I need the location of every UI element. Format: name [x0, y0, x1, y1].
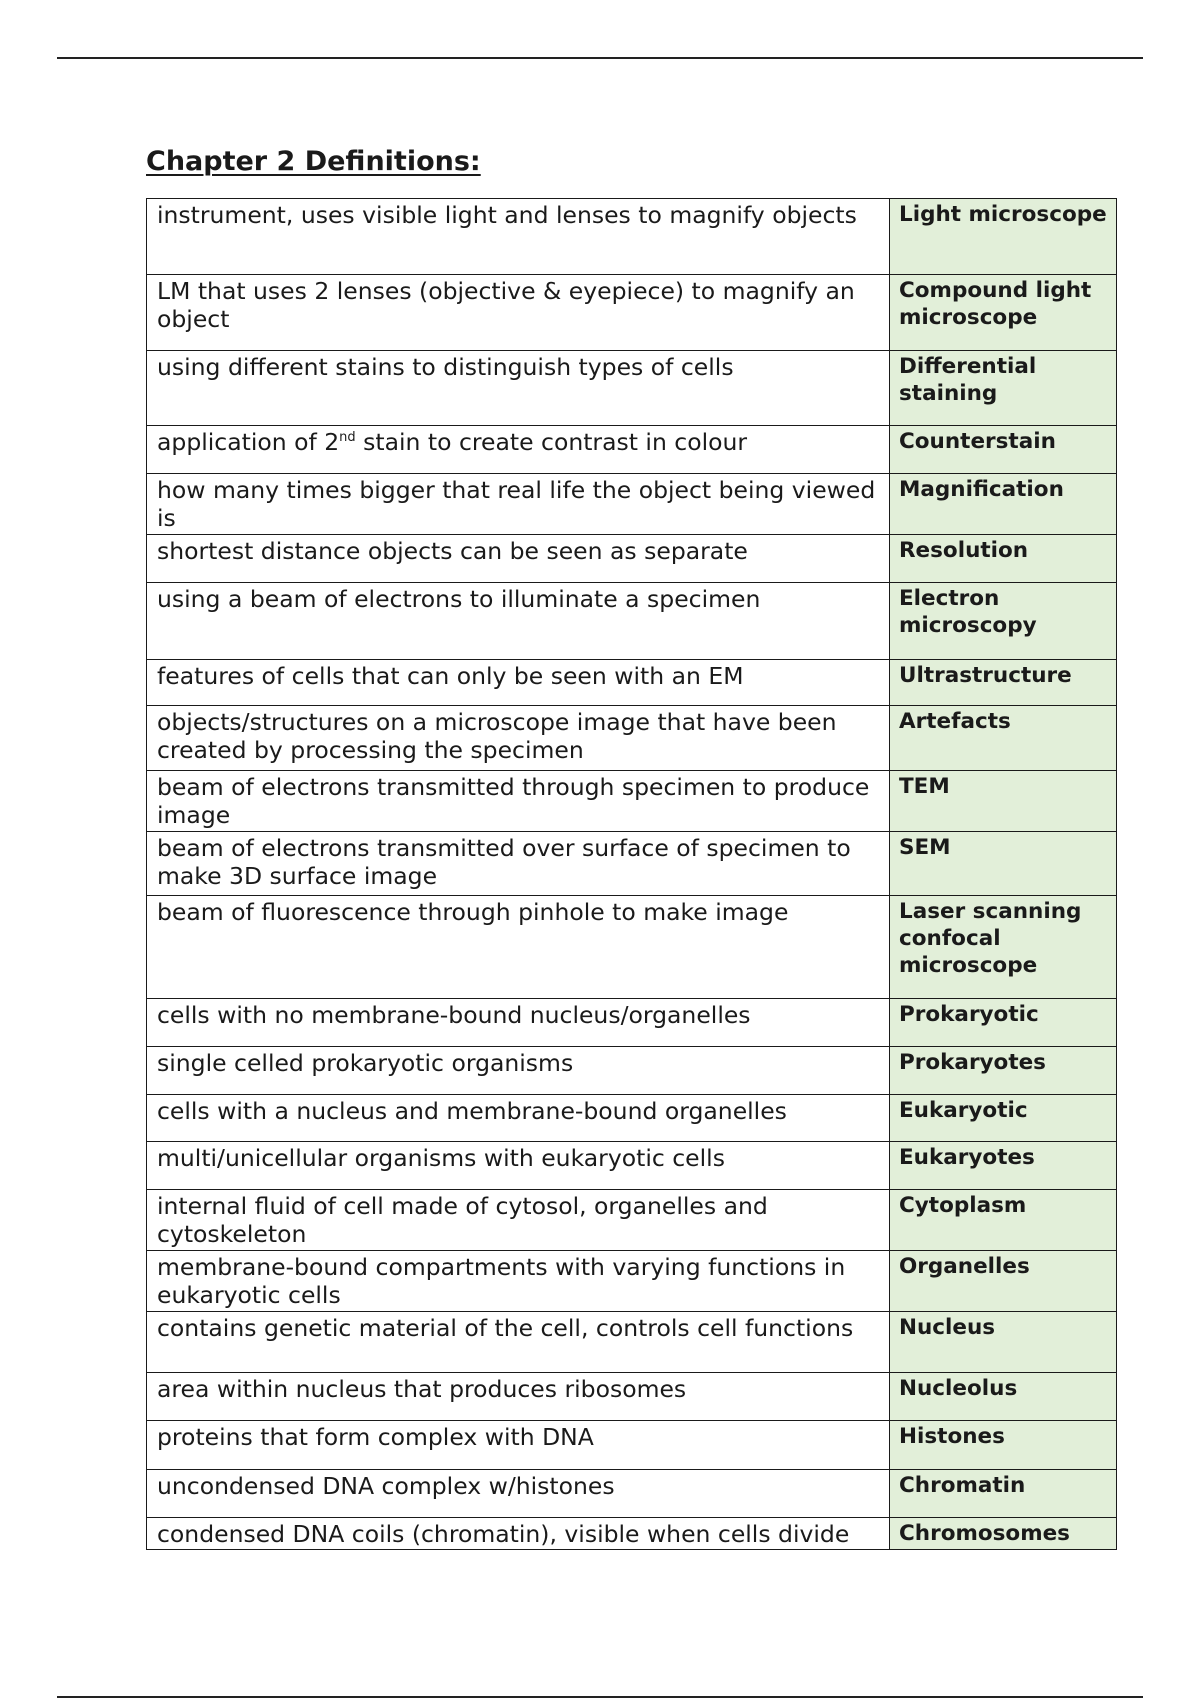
definition-cell: contains genetic material of the cell, controls cell functions: [147, 1312, 890, 1373]
table-row: [147, 1312, 1117, 1373]
definitions-table: [146, 198, 1117, 1550]
table-row: [147, 474, 1117, 535]
term-cell: Organelles: [890, 1251, 1117, 1312]
table-row: [147, 275, 1117, 351]
term-cell: Chromosomes: [890, 1518, 1117, 1550]
header-rule: [57, 57, 1143, 59]
ordinal-superscript: nd: [339, 430, 356, 445]
definition-cell: shortest distance objects can be seen as separate: [147, 535, 890, 583]
definition-cell: cells with no membrane-bound nucleus/organelles: [147, 999, 890, 1047]
definition-cell: using different stains to distinguish types of cells: [147, 351, 890, 426]
term-cell: Nucleolus: [890, 1373, 1117, 1421]
definition-cell: condensed DNA coils (chromatin), visible when cells divide: [147, 1518, 890, 1550]
table-row: [147, 1470, 1117, 1518]
definition-cell: area within nucleus that produces ribosomes: [147, 1373, 890, 1421]
table-row: [147, 1047, 1117, 1095]
term-cell: Laser scanning confocal microscope: [890, 896, 1117, 999]
term-cell: Ultrastructure: [890, 660, 1117, 706]
term-cell: Electron microscopy: [890, 583, 1117, 660]
table-row: [147, 199, 1117, 275]
table-row: [147, 1142, 1117, 1190]
table-row: [147, 426, 1117, 474]
definition-cell: how many times bigger that real life the object being viewed is: [147, 474, 890, 535]
definition-cell: cells with a nucleus and membrane-bound organelles: [147, 1095, 890, 1142]
definition-cell: beam of fluorescence through pinhole to make image: [147, 896, 890, 999]
term-cell: Cytoplasm: [890, 1190, 1117, 1251]
term-cell: Eukaryotes: [890, 1142, 1117, 1190]
definition-cell: instrument, uses visible light and lenses to magnify objects: [147, 199, 890, 275]
term-cell: Prokaryotes: [890, 1047, 1117, 1095]
table-row: [147, 1190, 1117, 1251]
definition-cell: single celled prokaryotic organisms: [147, 1047, 890, 1095]
table-row: [147, 896, 1117, 999]
term-cell: Prokaryotic: [890, 999, 1117, 1047]
table-row: [147, 1421, 1117, 1470]
term-cell: Magnification: [890, 474, 1117, 535]
table-row: [147, 535, 1117, 583]
term-cell: Nucleus: [890, 1312, 1117, 1373]
footer-rule: [57, 1696, 1143, 1698]
term-cell: TEM: [890, 771, 1117, 832]
term-cell: Resolution: [890, 535, 1117, 583]
table-row: [147, 1095, 1117, 1142]
definition-text: stain to create contrast in colour: [355, 428, 748, 456]
table-row: [147, 771, 1117, 832]
definition-cell: using a beam of electrons to illuminate a specimen: [147, 583, 890, 660]
definition-cell: uncondensed DNA complex w/histones: [147, 1470, 890, 1518]
definition-cell: membrane-bound compartments with varying functions in eukaryotic cells: [147, 1251, 890, 1312]
table-row: [147, 660, 1117, 706]
definition-cell: internal fluid of cell made of cytosol, organelles and cytoskeleton: [147, 1190, 890, 1251]
term-cell: Histones: [890, 1421, 1117, 1470]
term-cell: Chromatin: [890, 1470, 1117, 1518]
table-row: [147, 351, 1117, 426]
definition-cell: beam of electrons transmitted through specimen to produce image: [147, 771, 890, 832]
definition-cell: [147, 426, 890, 474]
table-row: [147, 1518, 1117, 1550]
definition-cell: multi/unicellular organisms with eukaryotic cells: [147, 1142, 890, 1190]
table-row: [147, 706, 1117, 771]
table-row: [147, 832, 1117, 896]
table-row: [147, 1373, 1117, 1421]
definition-cell: beam of electrons transmitted over surface of specimen to make 3D surface image: [147, 832, 890, 896]
term-cell: Differential staining: [890, 351, 1117, 426]
table-row: [147, 999, 1117, 1047]
definition-cell: objects/structures on a microscope image that have been created by processing the specimen: [147, 706, 890, 771]
definition-cell: proteins that form complex with DNA: [147, 1421, 890, 1470]
term-cell: SEM: [890, 832, 1117, 896]
definition-cell: LM that uses 2 lenses (objective & eyepiece) to magnify an object: [147, 275, 890, 351]
term-cell: Counterstain: [890, 426, 1117, 474]
term-cell: Compound light microscope: [890, 275, 1117, 351]
table-row: [147, 1251, 1117, 1312]
term-cell: Artefacts: [890, 706, 1117, 771]
definition-text: application of 2: [157, 428, 340, 456]
page-title: Chapter 2 Definitions:: [146, 146, 481, 177]
definition-cell: features of cells that can only be seen with an EM: [147, 660, 890, 706]
table-row: [147, 583, 1117, 660]
term-cell: Eukaryotic: [890, 1095, 1117, 1142]
term-cell: Light microscope: [890, 199, 1117, 275]
